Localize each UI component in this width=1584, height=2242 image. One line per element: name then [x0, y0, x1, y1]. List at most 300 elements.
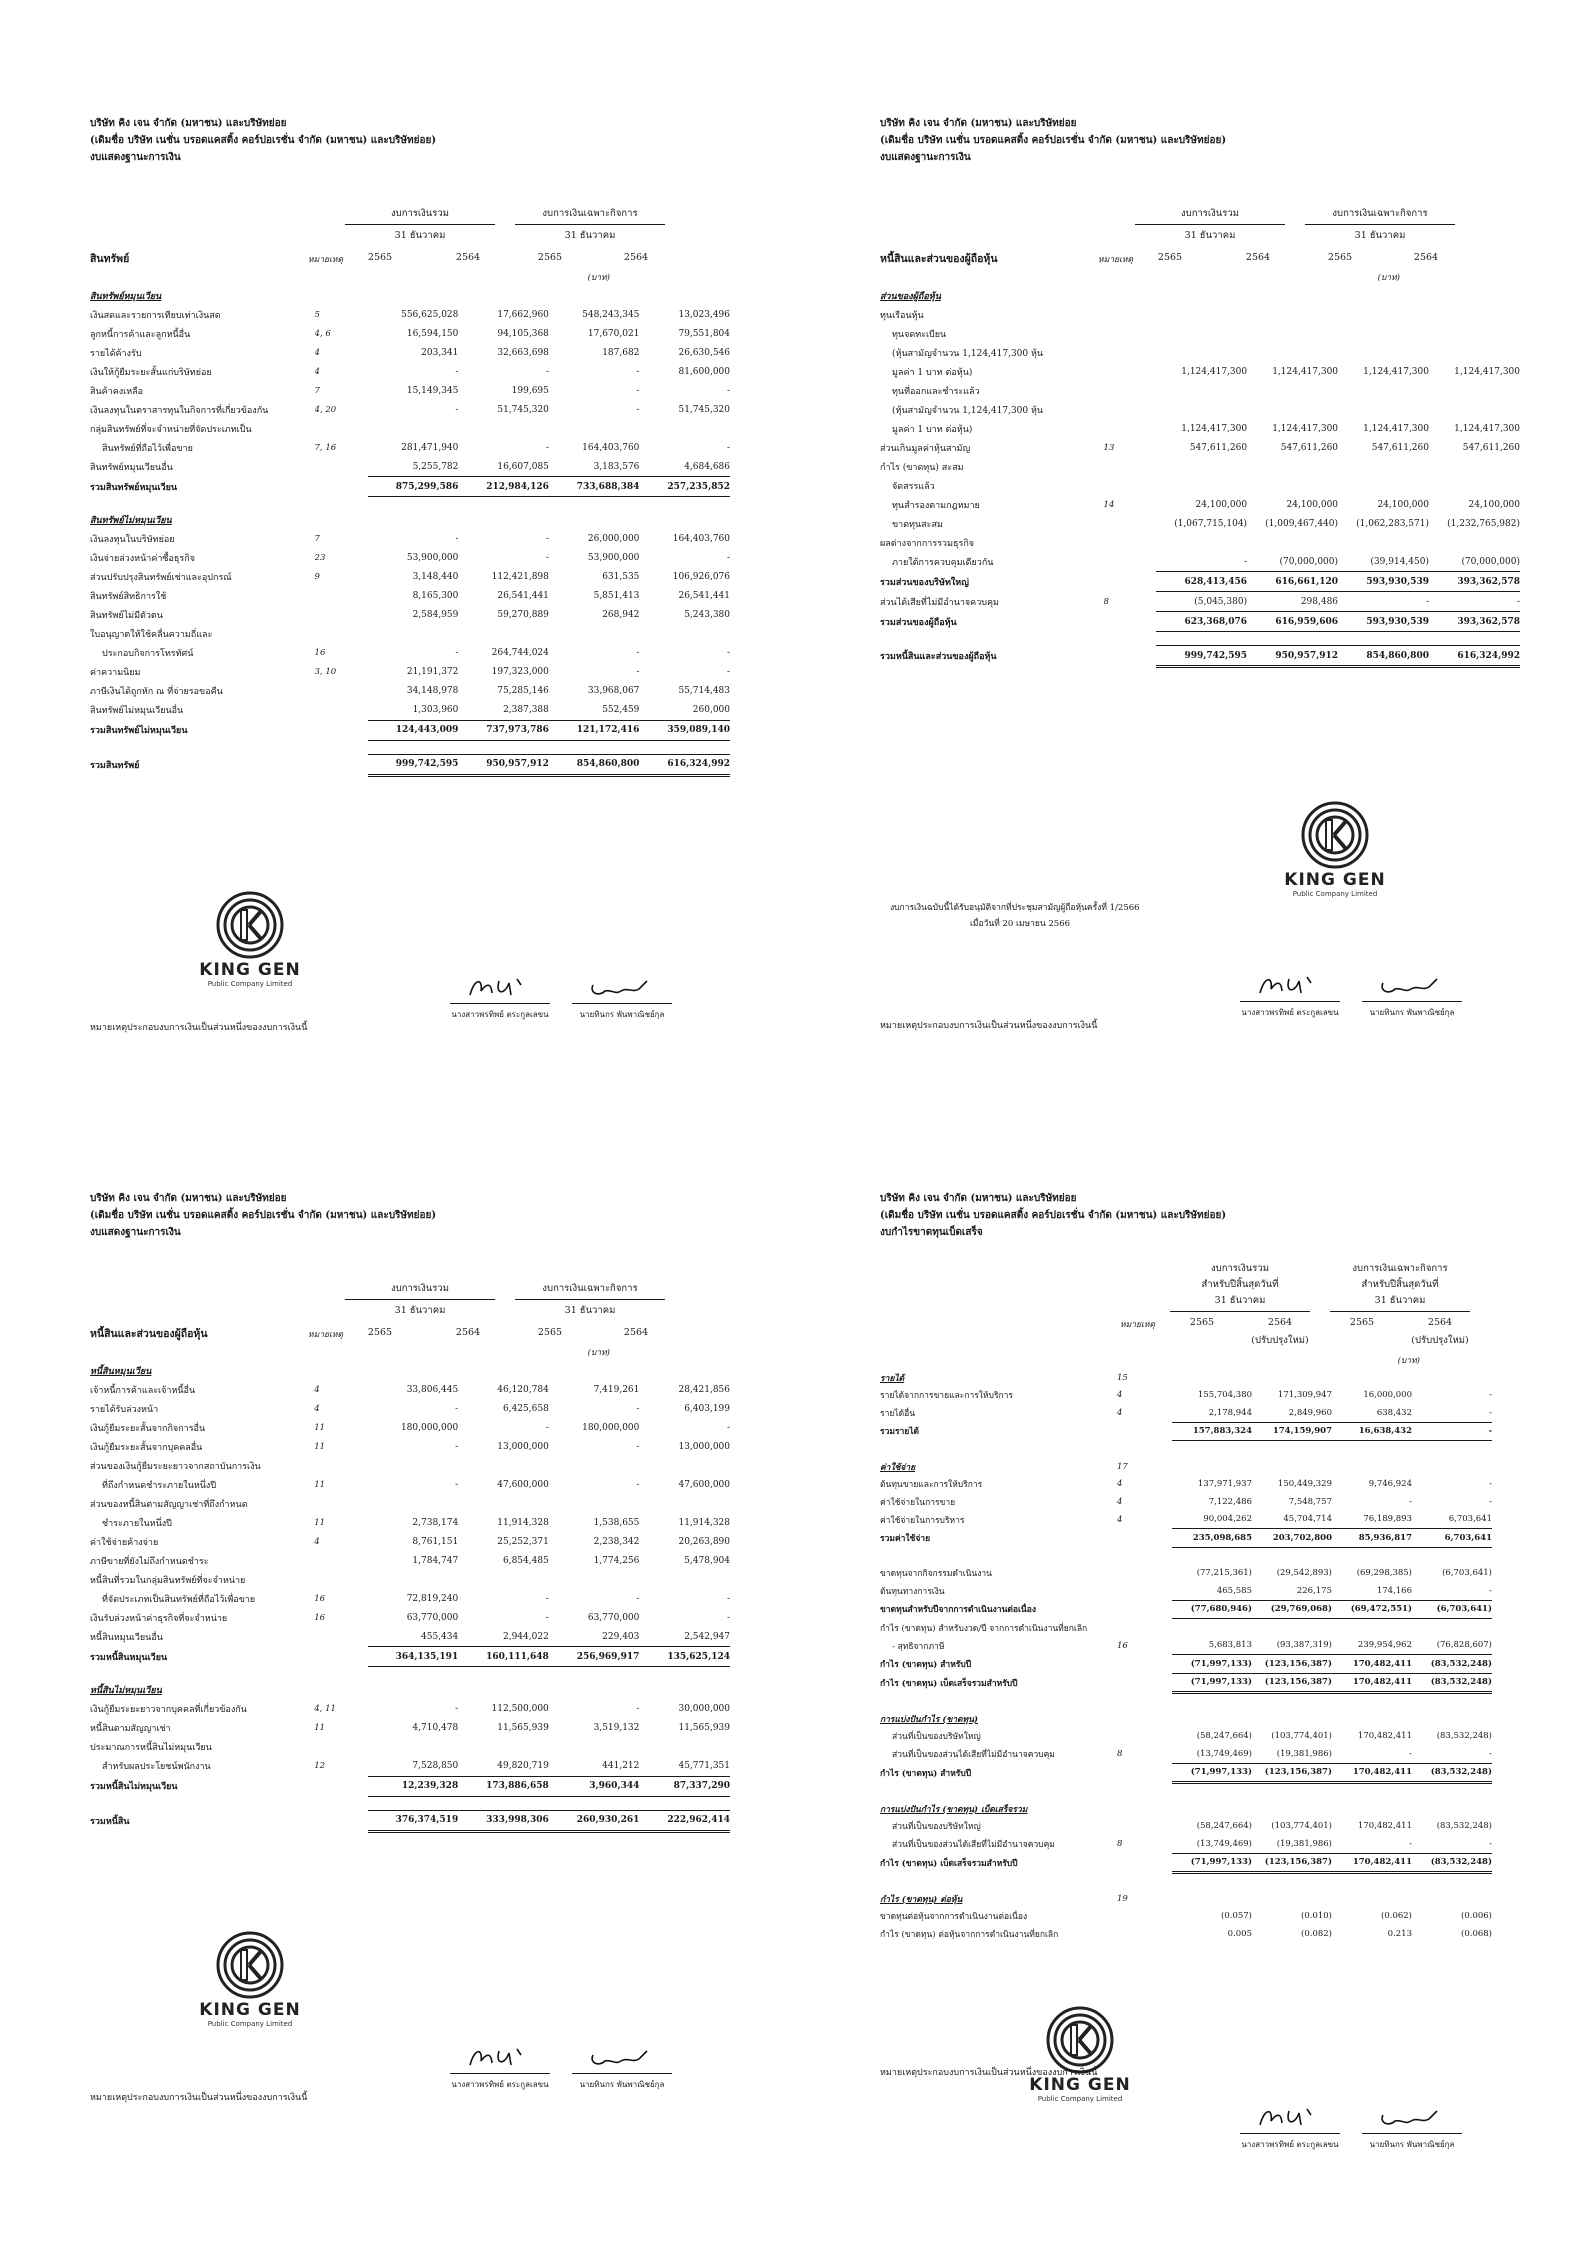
- note-ref: 16: [314, 1612, 326, 1623]
- line-item-row: [880, 1404, 1492, 1422]
- note-ref: [315, 720, 368, 740]
- amount-cell: 16,594,150: [406, 328, 459, 339]
- amount-cell: 75,285,146: [497, 686, 549, 696]
- statement-page-liabilities: [90, 1190, 730, 2190]
- amount-cell: 623,368,076: [1156, 612, 1247, 632]
- amount-cell: 170,482,411: [1357, 1731, 1412, 1742]
- note-ref: 11: [314, 1723, 326, 1733]
- amount-cell: (6,703,641): [1412, 1600, 1492, 1619]
- line-item-row: [90, 625, 730, 644]
- line-item-label: ส่วนที่เป็นของส่วนได้เสียที่ไม่มีอำนาจควบคุม: [892, 1840, 1055, 1850]
- amount-cell: (83,532,248): [1436, 1821, 1492, 1832]
- amount-cell: [1247, 476, 1338, 495]
- amount-cell: (39,914,450): [1370, 556, 1429, 567]
- amount-cell: [1247, 381, 1338, 400]
- signature-right: [572, 975, 672, 1021]
- company-former-name: (เดิมชื่อ บริษัท เนชั่น บรอดแคสติ้ง คอร์ปอเรชั่น จำกัด (มหาชน) และบริษัทย่อย): [880, 1210, 1227, 1221]
- line-item-row: [880, 1925, 1492, 1943]
- amount-cell: [639, 1681, 730, 1700]
- line-item-label: รายได้รับล่วงหน้า: [90, 1404, 159, 1415]
- line-item-label: เงินลงทุนในบริษัทย่อย: [90, 535, 175, 545]
- year-header: 2564: [455, 1327, 481, 1338]
- amount-cell: [1429, 305, 1520, 324]
- note-ref: [1104, 286, 1157, 305]
- handwritten-signature-icon: [1377, 2105, 1447, 2131]
- line-item-row: [880, 324, 1520, 343]
- statement-page-assets: [90, 115, 730, 1115]
- year-header: 2565: [1157, 252, 1183, 263]
- amount-cell: [1332, 1890, 1412, 1908]
- line-item-row: [90, 305, 730, 324]
- amount-cell: 106,926,076: [672, 572, 730, 582]
- amount-cell: 7,419,261: [593, 1384, 640, 1395]
- amount-cell: [1252, 1890, 1332, 1908]
- amount-cell: 281,471,940: [401, 442, 459, 453]
- amount-cell: [549, 1570, 640, 1589]
- note-ref: 23: [314, 553, 326, 563]
- king-gen-logo-icon: [215, 890, 285, 960]
- amount-cell: -: [455, 404, 459, 415]
- line-item-row: [880, 419, 1520, 438]
- amount-cell: [368, 1681, 459, 1700]
- line-item-row: [90, 1719, 730, 1738]
- amount-cell: 199,695: [511, 385, 549, 396]
- signatory-name: นายทินกร พันพาณิชย์กุล: [1362, 2133, 1462, 2151]
- amount-cell: [639, 1738, 730, 1757]
- amount-cell: 1,124,417,300: [1363, 423, 1429, 434]
- line-item-label: ต้นทุนทางการเงิน: [880, 1587, 945, 1597]
- amount-cell: -: [1489, 1748, 1492, 1759]
- line-item-label: กำไร (ขาดทุน) สำหรับปี: [880, 1659, 972, 1670]
- king-gen-logo-icon: [215, 1930, 285, 2000]
- line-item-row: [90, 362, 730, 381]
- note-ref: [1104, 572, 1157, 592]
- amount-cell: 1,124,417,300: [1454, 366, 1520, 377]
- amount-cell: [368, 1456, 459, 1475]
- line-item-row: [880, 305, 1520, 324]
- as-at-date: 31 ธันวาคม: [564, 230, 616, 241]
- amount-cell: [639, 1570, 730, 1589]
- amount-cell: 112,500,000: [491, 1704, 549, 1714]
- amount-cell: 2,584,959: [412, 610, 459, 620]
- signature-right: [572, 2045, 672, 2091]
- note-ref: 4: [314, 366, 320, 377]
- amount-cell: 393,362,578: [1429, 612, 1520, 632]
- company-former-name: (เดิมชื่อ บริษัท เนชั่น บรอดแคสติ้ง คอร์ปอเรชั่น จำกัด (มหาชน) และบริษัทย่อย): [90, 1210, 437, 1221]
- amount-cell: 256,969,917: [549, 1647, 640, 1667]
- amount-cell: 364,135,191: [368, 1647, 459, 1667]
- amount-cell: [1156, 286, 1247, 305]
- amount-cell: -: [636, 1593, 640, 1604]
- line-item-row: [90, 1513, 730, 1532]
- note-ref: [314, 1551, 367, 1570]
- line-item-label: เงินรับล่วงหน้าค่าธุรกิจที่จะจำหน่าย: [90, 1613, 228, 1624]
- amount-cell: [1247, 400, 1338, 419]
- amount-cell: [1247, 305, 1338, 324]
- line-item-row: [90, 343, 730, 362]
- line-item-row: [880, 514, 1520, 533]
- amount-cell: 260,000: [692, 705, 730, 715]
- note-ref: 4: [314, 1536, 320, 1547]
- line-item-label: ประกอบกิจการโทรทัศน์: [102, 649, 194, 659]
- signature-left: [1240, 973, 1340, 1019]
- note-ref: [315, 587, 368, 606]
- amount-cell: 203,702,800: [1252, 1529, 1332, 1548]
- amount-cell: 3,960,344: [549, 1776, 640, 1796]
- amount-cell: [1338, 324, 1429, 343]
- note-ref: [314, 1456, 367, 1475]
- amount-cell: -: [1516, 596, 1520, 607]
- handwritten-signature-icon: [587, 975, 657, 1001]
- as-at-date: 31 ธันวาคม: [1330, 1293, 1470, 1312]
- amount-cell: (103,774,401): [1271, 1731, 1332, 1742]
- note-ref: [314, 1570, 367, 1589]
- amount-cell: 465,585: [1216, 1585, 1252, 1596]
- line-item-label: การแบ่งปันกำไร (ขาดทุน): [880, 1714, 978, 1725]
- amount-cell: 157,883,324: [1172, 1422, 1252, 1441]
- amount-cell: -: [1412, 1422, 1492, 1441]
- note-ref: 11: [314, 1422, 326, 1433]
- amount-cell: 24,100,000: [1377, 499, 1429, 510]
- amount-cell: -: [1489, 1496, 1492, 1507]
- note-ref: [315, 682, 368, 701]
- amount-cell: [368, 1494, 459, 1513]
- amount-cell: 170,482,411: [1357, 1821, 1412, 1832]
- amount-cell: (123,156,387): [1252, 1655, 1332, 1674]
- amount-cell: [458, 286, 549, 305]
- line-item-label: หนี้สินไม่หมุนเวียน: [90, 1686, 162, 1696]
- amount-cell: [458, 1361, 549, 1380]
- as-at-date: 31 ธันวาคม: [1184, 230, 1236, 241]
- amount-cell: 5,683,813: [1208, 1640, 1252, 1651]
- amount-cell: 212,984,126: [458, 477, 549, 497]
- amount-cell: [368, 1570, 459, 1589]
- line-item-row: [90, 400, 730, 419]
- section-heading-row: [880, 1369, 1492, 1387]
- amount-cell: -: [636, 366, 640, 377]
- line-item-label: เงินกู้ยืมระยะสั้นจากบุคคลอื่น: [90, 1442, 203, 1453]
- amount-cell: [1412, 1800, 1492, 1818]
- line-item-label: สินทรัพย์หมุนเวียนอื่น: [90, 462, 173, 473]
- company-logo: [190, 890, 310, 988]
- handwritten-signature-icon: [587, 2045, 657, 2071]
- approval-line-2: เมื่อวันที่ 20 เมษายน 2566: [970, 919, 1071, 929]
- amount-cell: 6,403,199: [684, 1403, 730, 1414]
- total-row: [880, 1673, 1492, 1693]
- amount-cell: 733,688,384: [549, 477, 640, 497]
- amount-cell: [549, 419, 640, 438]
- note-ref: 7: [314, 385, 320, 396]
- amount-cell: -: [636, 385, 640, 396]
- amount-cell: -: [726, 385, 730, 396]
- amount-cell: 593,930,539: [1338, 612, 1429, 632]
- note-ref: [314, 1647, 367, 1667]
- year-header: 2564: [623, 1327, 649, 1338]
- line-item-label: ลูกหนี้การค้าและลูกหนี้อื่น: [90, 329, 191, 340]
- line-item-label: ภายใต้การควบคุมเดียวกัน: [892, 557, 994, 568]
- amount-cell: -: [726, 667, 730, 677]
- amount-cell: 264,744,024: [491, 648, 549, 658]
- line-item-label: รวมสินทรัพย์หมุนเวียน: [90, 482, 178, 493]
- amount-cell: (77,215,361): [1196, 1568, 1252, 1579]
- amount-cell: [549, 625, 640, 644]
- amount-cell: 1,303,960: [412, 705, 459, 715]
- company-logo: [1275, 800, 1395, 898]
- line-item-row: [90, 1380, 730, 1399]
- amount-cell: [1156, 533, 1247, 552]
- note-ref: [1104, 533, 1157, 552]
- amount-cell: (0.082): [1301, 1928, 1332, 1939]
- amount-cell: 150,449,329: [1277, 1479, 1332, 1490]
- amount-cell: (1,009,467,440): [1265, 518, 1339, 529]
- amount-cell: -: [455, 1704, 459, 1714]
- amount-cell: 547,611,260: [1280, 442, 1339, 453]
- amount-cell: 79,551,804: [678, 328, 730, 339]
- line-item-label: สินทรัพย์สิทธิการใช้: [90, 592, 167, 602]
- line-item-label: ส่วนที่เป็นของส่วนได้เสียที่ไม่มีอำนาจควบคุม: [892, 1750, 1055, 1760]
- amount-cell: 616,324,992: [1429, 646, 1520, 667]
- total-row: [880, 1655, 1492, 1674]
- amount-cell: 112,421,898: [491, 572, 549, 582]
- note-ref: [315, 419, 368, 438]
- note-ref: [1104, 552, 1157, 572]
- amount-cell: 135,625,124: [639, 1647, 730, 1667]
- amount-cell: [458, 1738, 549, 1757]
- statement-title: งบแสดงฐานะการเงิน: [880, 152, 971, 163]
- footnote: หมายเหตุประกอบงบการเงินเป็นส่วนหนึ่งของงบการเงินนี้: [880, 2068, 1098, 2078]
- year-header: 2564: [1245, 252, 1271, 263]
- amount-cell: -: [545, 1422, 549, 1433]
- note-ref: [1104, 324, 1157, 343]
- note-ref: 4: [1117, 1390, 1123, 1401]
- amount-cell: 85,936,817: [1332, 1529, 1412, 1548]
- note-ref: [1104, 381, 1157, 400]
- amount-cell: [1338, 381, 1429, 400]
- amount-cell: [1172, 1369, 1252, 1387]
- amount-cell: 180,000,000: [582, 1422, 640, 1433]
- amount-cell: [639, 1456, 730, 1475]
- line-item-label: ส่วนของผู้ถือหุ้น: [880, 291, 941, 302]
- group-separate: งบการเงินเฉพาะกิจการ: [515, 206, 665, 225]
- amount-cell: (70,000,000): [1461, 556, 1520, 567]
- note-ref: [1104, 343, 1157, 362]
- amount-cell: 33,806,445: [406, 1384, 459, 1395]
- note-ref: [1104, 514, 1157, 533]
- note-ref: 19: [1117, 1893, 1128, 1904]
- amount-cell: (71,997,133): [1172, 1763, 1252, 1783]
- amount-cell: 999,742,595: [1156, 646, 1247, 667]
- line-item-row: [880, 1818, 1492, 1836]
- year-header: 2565: [537, 1327, 563, 1338]
- amount-cell: 0.005: [1227, 1928, 1252, 1939]
- year-header: 2565: [367, 252, 393, 263]
- amount-cell: [1156, 305, 1247, 324]
- note-header: หมายเหตุ: [1098, 255, 1133, 265]
- line-item-label: ขาดทุนสำหรับปีจากการดำเนินงานต่อเนื่อง: [880, 1605, 1036, 1616]
- line-item-row: [880, 1745, 1492, 1763]
- line-item-row: [90, 663, 730, 682]
- amount-cell: 1,538,655: [593, 1517, 640, 1528]
- amount-cell: (1,067,715,104): [1174, 518, 1248, 529]
- amount-cell: [1429, 476, 1520, 495]
- signature-right: [1362, 2105, 1462, 2151]
- note-ref: 4: [314, 1384, 320, 1395]
- amount-cell: 376,374,519: [368, 1810, 459, 1831]
- amount-cell: [458, 419, 549, 438]
- section-heading-row: [90, 511, 730, 530]
- amount-cell: 5,243,380: [684, 610, 730, 620]
- note-ref: 4: [314, 347, 320, 358]
- line-item-row: [90, 1399, 730, 1418]
- amount-cell: (0.010): [1301, 1911, 1332, 1922]
- line-item-label: รายได้ค้างรับ: [90, 348, 142, 359]
- note-ref: [1117, 1763, 1172, 1783]
- line-item-row: [90, 1757, 730, 1777]
- amount-cell: 164,403,760: [582, 442, 640, 453]
- line-item-label: ค่าใช้จ่าย: [880, 1462, 916, 1473]
- line-item-label: ขาดทุนสะสม: [892, 519, 943, 530]
- year-header: 2564: [1267, 1317, 1293, 1328]
- year-header: 2565: [1349, 1317, 1375, 1328]
- amount-cell: 63,770,000: [587, 1612, 640, 1623]
- amount-cell: 257,235,852: [639, 477, 730, 497]
- amount-cell: 24,100,000: [1468, 499, 1520, 510]
- amount-cell: 63,770,000: [406, 1612, 459, 1623]
- total-row: [90, 720, 730, 740]
- note-ref: 4, 6: [314, 328, 331, 339]
- amount-cell: [458, 1570, 549, 1589]
- amount-cell: [1252, 1458, 1332, 1476]
- amount-cell: [1172, 1800, 1252, 1818]
- amount-cell: (0.006): [1461, 1911, 1492, 1922]
- amount-cell: 333,998,306: [458, 1810, 549, 1831]
- line-item-label: สินทรัพย์ไม่หมุนเวียน: [90, 516, 172, 526]
- amount-cell: 616,324,992: [639, 754, 730, 775]
- line-item-label: ประมาณการหนี้สินไม่หมุนเวียน: [90, 1743, 212, 1753]
- amount-cell: 393,362,578: [1429, 572, 1520, 592]
- king-gen-logo-icon: [1300, 800, 1370, 870]
- amount-cell: 170,482,411: [1332, 1655, 1412, 1674]
- line-item-row: [90, 568, 730, 587]
- amount-cell: [1412, 1369, 1492, 1387]
- line-item-label: รวมหนี้สิน: [90, 1816, 130, 1827]
- amount-cell: -: [1409, 1748, 1412, 1759]
- signatory-name: นายทินกร พันพาณิชย์กุล: [572, 1003, 672, 1021]
- amount-cell: 26,630,546: [678, 347, 730, 358]
- amount-cell: 24,100,000: [1286, 499, 1339, 510]
- spacer-row: [90, 1796, 730, 1810]
- company-name: บริษัท คิง เจน จำกัด (มหาชน) และบริษัทย่อย: [90, 1193, 287, 1204]
- company-name: บริษัท คิง เจน จำกัด (มหาชน) และบริษัทย่อย: [880, 1193, 1077, 1204]
- statement-title: งบแสดงฐานะการเงิน: [90, 1227, 181, 1238]
- line-item-row: [90, 1627, 730, 1647]
- section-heading-row: [880, 1890, 1492, 1908]
- line-item-label: ส่วนที่เป็นของบริษัทใหญ่: [892, 1822, 981, 1833]
- statement-table: [880, 286, 1520, 668]
- amount-cell: [1412, 1619, 1492, 1637]
- line-item-label: - สุทธิจากภาษี: [892, 1641, 945, 1652]
- line-item-row: [90, 1475, 730, 1494]
- line-item-row: [880, 438, 1520, 457]
- company-former-name: (เดิมชื่อ บริษัท เนชั่น บรอดแคสติ้ง คอร์ปอเรชั่น จำกัด (มหาชน) และบริษัทย่อย): [90, 135, 437, 146]
- amount-cell: 174,159,907: [1252, 1422, 1332, 1441]
- amount-cell: 55,714,483: [678, 686, 730, 696]
- amount-cell: 854,860,800: [1338, 646, 1429, 667]
- line-item-row: [880, 552, 1520, 572]
- amount-cell: 556,625,028: [401, 309, 459, 320]
- amount-cell: 3,183,576: [593, 461, 640, 472]
- line-item-label: กำไร (ขาดทุน) สำหรับปี: [880, 1768, 972, 1779]
- amount-cell: 260,930,261: [549, 1810, 640, 1831]
- amount-cell: -: [1489, 1479, 1492, 1490]
- amount-cell: 160,111,648: [458, 1647, 549, 1667]
- line-item-label: กำไร (ขาดทุน) สำหรับงวด/ปี จากการดำเนินงานที่ยกเลิก: [880, 1623, 1088, 1634]
- amount-cell: [1332, 1800, 1412, 1818]
- note-ref: 4: [1117, 1514, 1123, 1525]
- amount-cell: (13,749,469): [1196, 1748, 1252, 1759]
- note-ref: [314, 1681, 367, 1700]
- amount-cell: 2,542,947: [684, 1631, 730, 1642]
- note-ref: [314, 1810, 367, 1831]
- amount-cell: [368, 286, 459, 305]
- amount-cell: 638,432: [1376, 1407, 1412, 1418]
- line-item-label: รวมสินทรัพย์ไม่หมุนเวียน: [90, 726, 188, 736]
- line-item-label: กำไร (ขาดทุน) สะสม: [880, 462, 964, 473]
- line-item-label: รวมหนี้สินไม่หมุนเวียน: [90, 1782, 178, 1792]
- logo-name: KING GEN: [199, 2000, 301, 2020]
- line-item-label: เจ้าหนี้การค้าและเจ้าหนี้อื่น: [90, 1385, 196, 1396]
- line-item-row: [880, 1565, 1492, 1583]
- amount-cell: (19,381,986): [1276, 1838, 1332, 1849]
- amount-cell: 6,703,641: [1448, 1514, 1492, 1525]
- handwritten-signature-icon: [1255, 973, 1325, 999]
- line-item-label: ผลต่างจากการรวมธุรกิจ: [880, 538, 975, 549]
- amount-cell: [458, 1456, 549, 1475]
- amount-cell: (71,997,133): [1172, 1655, 1252, 1674]
- amount-cell: [1252, 1369, 1332, 1387]
- amount-cell: 441,212: [602, 1761, 640, 1771]
- amount-cell: [458, 1494, 549, 1513]
- note-ref: [1117, 1529, 1172, 1548]
- line-item-row: [880, 400, 1520, 419]
- amount-cell: -: [1409, 1838, 1412, 1849]
- signature-left: [450, 975, 550, 1021]
- amount-cell: 5,478,904: [684, 1555, 730, 1566]
- amount-cell: (71,997,133): [1172, 1673, 1252, 1693]
- note-ref: [315, 511, 368, 530]
- line-item-row: [90, 1437, 730, 1456]
- amount-cell: [639, 1494, 730, 1513]
- amount-cell: -: [1425, 596, 1429, 607]
- amount-cell: (103,774,401): [1271, 1821, 1332, 1832]
- spacer-row: [90, 1667, 730, 1681]
- amount-cell: [368, 511, 459, 530]
- group-consolidated: งบการเงินรวม: [1135, 206, 1285, 225]
- line-item-label: สินทรัพย์ไม่มีตัวตน: [90, 611, 163, 621]
- handwritten-signature-icon: [1255, 2105, 1325, 2131]
- amount-cell: [1156, 476, 1247, 495]
- line-item-label: ส่วนของเงินกู้ยืมระยะยาวจากสถาบันการเงิน: [90, 1461, 261, 1472]
- signatory-name: นายทินกร พันพาณิชย์กุล: [1362, 1001, 1462, 1019]
- line-item-row: [880, 1476, 1492, 1494]
- note-ref: [315, 457, 368, 477]
- spacer-row: [880, 1693, 1492, 1711]
- line-item-label: ค่าความนิยม: [90, 668, 141, 678]
- amount-cell: (71,997,133): [1172, 1853, 1252, 1873]
- logo-name: KING GEN: [199, 960, 301, 980]
- amount-cell: 53,900,000: [406, 553, 459, 563]
- amount-cell: (83,532,248): [1412, 1655, 1492, 1674]
